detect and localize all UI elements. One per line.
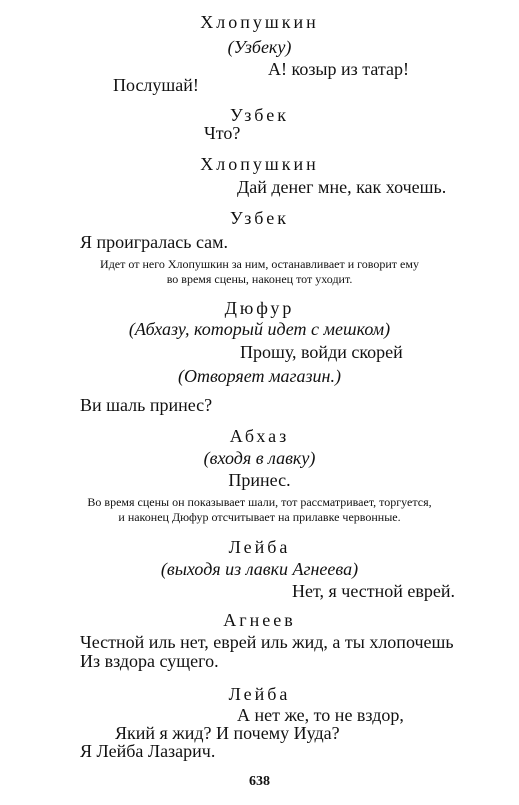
stage-direction: Идет от него Хлопушкин за ним, останавливает и говорит ему (100, 257, 419, 271)
speaker-uzbek: Узбек (230, 105, 289, 125)
speaker-khlopushkin: Хлопушкин (200, 12, 319, 32)
verse-line: Честной иль нет, еврей иль жид, а ты хлопочешь (80, 632, 454, 652)
verse-line: Ви шаль принес? (80, 395, 213, 415)
speaker-dyufur: Дюфур (224, 298, 295, 318)
verse-line: Нет, я честной еврей. (292, 581, 456, 601)
verse-line: Что? (204, 123, 241, 143)
verse-line: Прошу, войди скорей (240, 342, 403, 362)
verse-line: Из вздора сущего. (80, 651, 219, 671)
speaker-leyba: Лейба (228, 537, 291, 557)
stage-direction: (выходя из лавки Агнеева) (160, 559, 359, 579)
verse-line: Я Лейба Лазарич. (80, 741, 216, 761)
page-number: 638 (249, 774, 270, 789)
verse-line: Принес. (228, 470, 291, 490)
speaker-khlopushkin: Хлопушкин (200, 154, 319, 174)
speaker-uzbek: Узбек (230, 208, 289, 228)
stage-direction: (Узбеку) (227, 37, 292, 57)
verse-line: Дай денег мне, как хочешь. (237, 177, 447, 197)
verse-line: Послушай! (113, 75, 199, 95)
stage-direction: (входя в лавку) (203, 448, 316, 468)
stage-direction: (Отворяет магазин.) (178, 366, 341, 386)
speaker-leyba: Лейба (228, 684, 291, 704)
verse-line: Який я жид? И почему Иуда? (115, 723, 340, 743)
speaker-agneev: Агнеев (223, 610, 296, 630)
verse-line: А! козыр из татар! (268, 59, 409, 79)
speaker-abkhaz: Абхаз (229, 426, 290, 446)
verse-line: А нет же, то не вздор, (237, 705, 404, 725)
verse-line: Я проигралась сам. (80, 232, 229, 252)
stage-direction: Во время сцены он показывает шали, тот рассматривает, торгуется, (87, 495, 432, 509)
stage-direction: (Абхазу, который идет с мешком) (128, 319, 391, 339)
stage-direction: во время сцены, наконец тот уходит. (166, 272, 353, 286)
stage-direction: и наконец Дюфур отсчитывает на прилавке червонные. (118, 510, 401, 524)
